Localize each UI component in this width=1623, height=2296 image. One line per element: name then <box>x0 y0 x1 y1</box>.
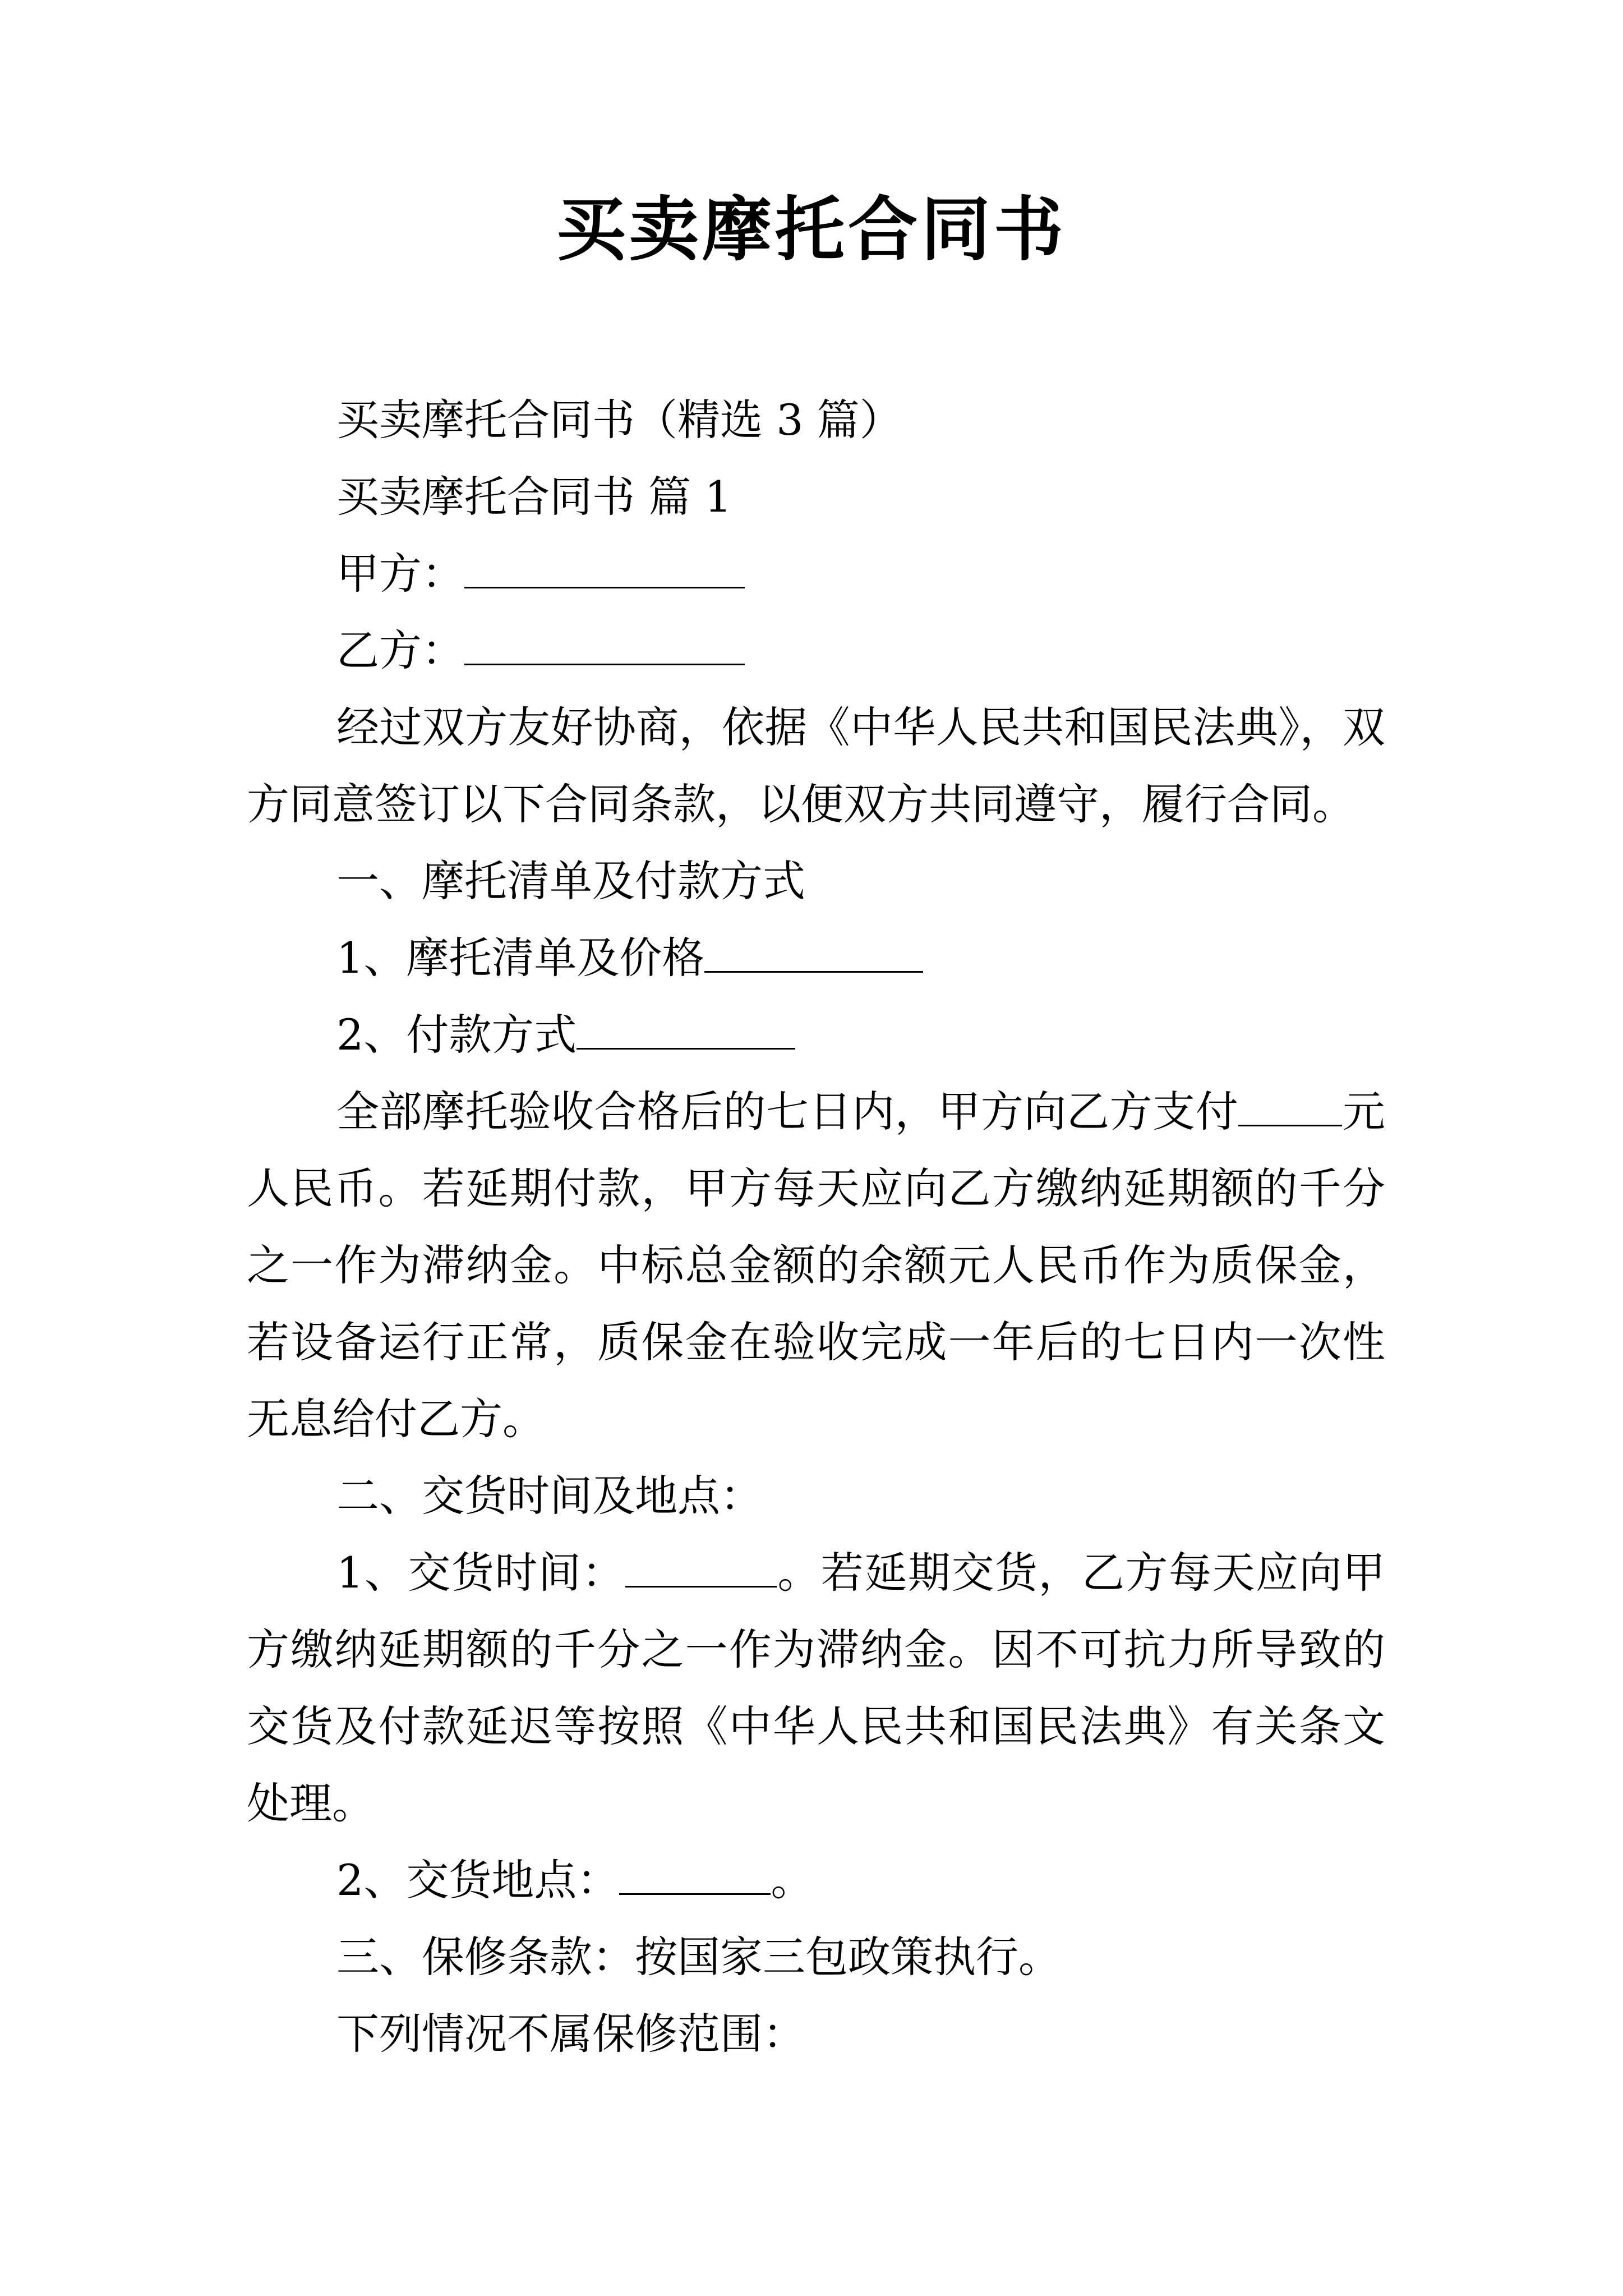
exclusions-heading: 下列情况不属保修范围： <box>336 2009 805 2059</box>
payment-method-blank <box>577 1014 795 1050</box>
delivery-time-label: 1、交货时间： <box>336 1548 625 1598</box>
party-a-blank <box>464 553 745 588</box>
clause1-item2-line <box>247 996 1385 1073</box>
payment-amount-blank <box>1238 1091 1342 1126</box>
clause2-heading: 二、交货时间及地点： <box>336 1471 763 1521</box>
clause1-item2: 2、付款方式 <box>336 1010 577 1060</box>
payment-paragraph <box>247 1073 1385 1457</box>
delivery-place-end: 。 <box>771 1855 814 1905</box>
clause3-heading: 三、保修条款：按国家三包政策执行。 <box>336 1932 1061 1982</box>
price-blank <box>704 937 923 973</box>
clause1-item1: 1、摩托清单及价格 <box>336 933 705 983</box>
payment-part1: 全部摩托验收合格后的七日内，甲方向乙方支付 <box>336 1087 1239 1137</box>
delivery-time-blank <box>625 1552 777 1588</box>
party-b-line <box>247 612 1385 689</box>
delivery-place-line <box>247 1842 1385 1918</box>
section-heading: 买卖摩托合同书 篇 1 <box>336 472 732 522</box>
party-b-label: 乙方： <box>336 625 464 675</box>
delivery-place-label: 2、交货地点： <box>336 1855 620 1905</box>
party-b-blank <box>464 630 745 665</box>
payment-part2: 元人民币。若延期付款，甲方每天应向乙方缴纳延期额的千分之一作为滞纳金。中标总金额的余额元人民币作为质保金，若设备运行正常，质保金在验收完成一年后的七日内一次性无息给付乙方。 <box>247 1087 1386 1444</box>
party-a-line <box>247 535 1385 612</box>
clause1-item1-line <box>247 919 1385 996</box>
party-a-label: 甲方： <box>336 549 464 599</box>
clause1-heading: 一、摩托清单及付款方式 <box>336 856 805 906</box>
subtitle: 买卖摩托合同书（精选 3 篇） <box>336 395 902 445</box>
document-title: 买卖摩托合同书 <box>556 189 1067 270</box>
delivery-time-rest: 。若延期交货，乙方每天应向甲方缴纳延期额的千分之一作为滞纳金。因不可抗力所导致的交货及付款延迟等按照《中华人民共和国民法典》有关条文处理。 <box>247 1548 1385 1828</box>
intro-paragraph: 经过双方友好协商，依据《中华人民共和国民法典》，双方同意签订以下合同条款，以便双方共同遵守，履行合同。 <box>247 702 1385 829</box>
delivery-place-blank <box>619 1860 771 1895</box>
document-body <box>247 381 1385 2072</box>
delivery-time-paragraph <box>247 1534 1385 1842</box>
